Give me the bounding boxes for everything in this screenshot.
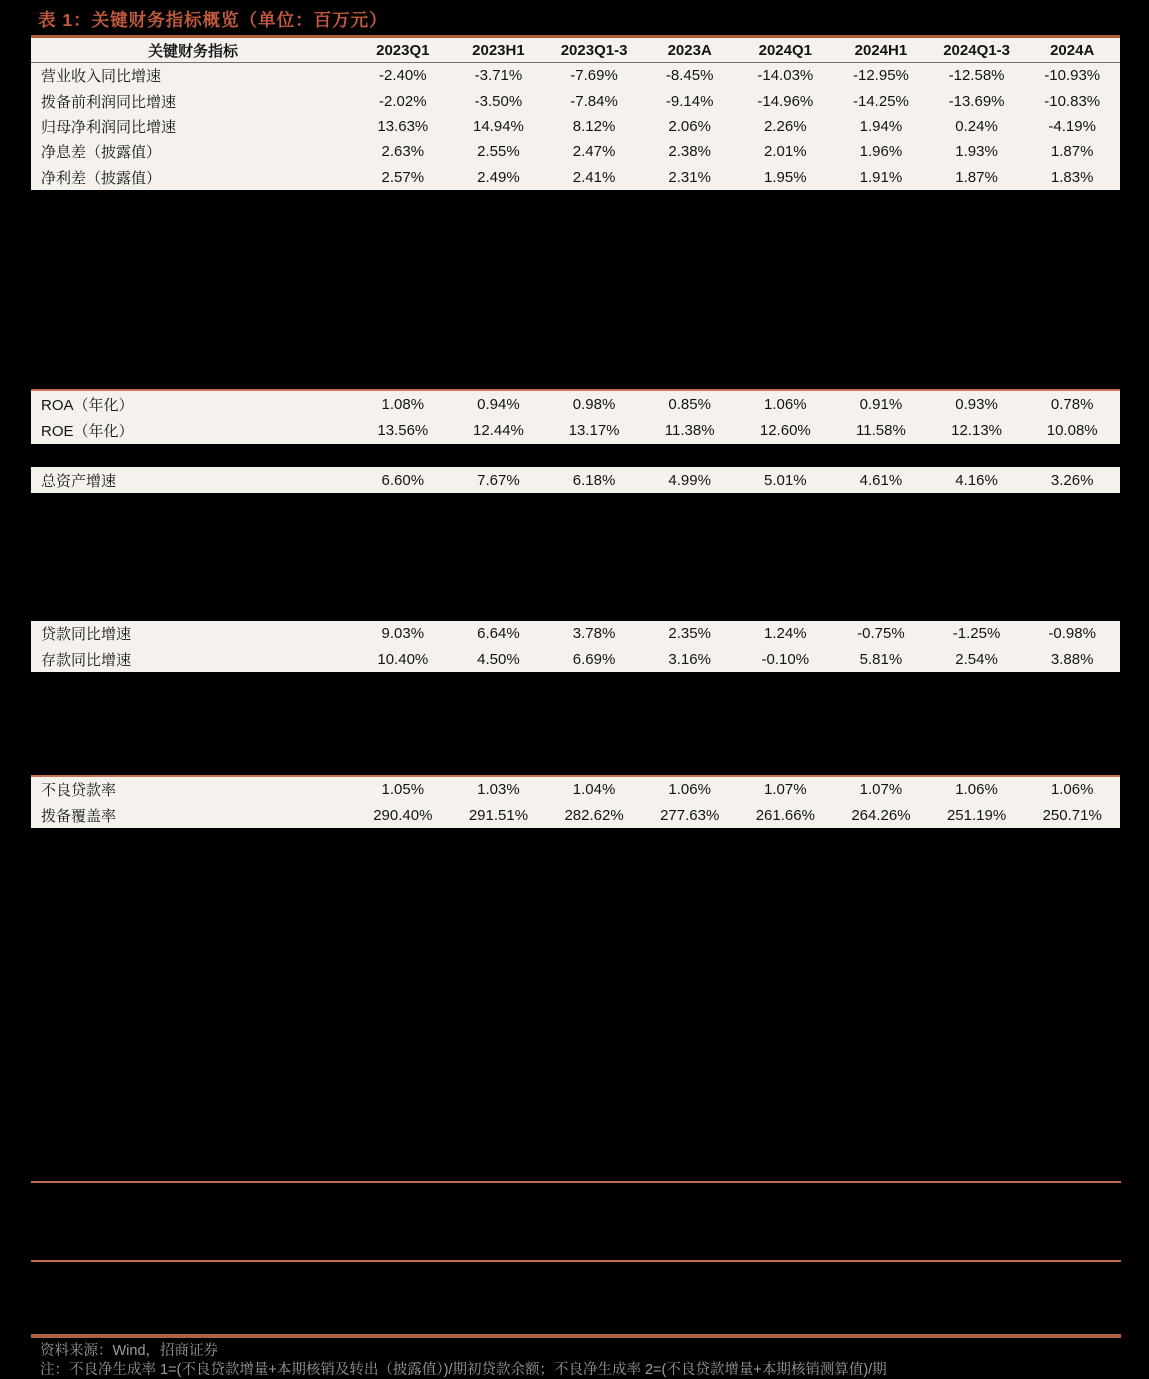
header-period-5: 2024Q1 bbox=[758, 41, 812, 59]
cell-value: 12.60% bbox=[759, 422, 811, 440]
cell-value: 3.78% bbox=[572, 625, 616, 643]
cell-value: -10.83% bbox=[1044, 92, 1101, 110]
cell-value: 1.03% bbox=[477, 781, 520, 799]
cell-value: 0.93% bbox=[955, 395, 998, 413]
table-fragment-main bbox=[31, 35, 1120, 190]
table-row bbox=[31, 621, 1120, 647]
table-fragment-returns bbox=[31, 389, 1120, 444]
calculation-note: 注：不良净生成率 1=(不良贷款增量+本期核销及转出（披露值）)/期初贷款余额；不良净生成率 2=(不良贷款增量+本期核销测算值)/期 bbox=[40, 1362, 887, 1378]
cell-value: -13.69% bbox=[948, 92, 1005, 110]
cell-value: -9.14% bbox=[665, 92, 714, 110]
row-label: 营业收入同比增速 bbox=[41, 68, 162, 86]
table-header-row bbox=[31, 38, 1120, 63]
cell-value: 1.96% bbox=[859, 143, 903, 161]
cell-value: 4.61% bbox=[859, 471, 903, 489]
cell-value: 2.54% bbox=[955, 650, 998, 668]
cell-value: 4.99% bbox=[668, 471, 711, 489]
cell-value: 1.24% bbox=[764, 625, 807, 643]
cell-value: 2.06% bbox=[668, 117, 711, 135]
cell-value: -3.50% bbox=[474, 92, 523, 110]
cell-value: 1.93% bbox=[955, 143, 998, 161]
cell-value: -12.58% bbox=[948, 67, 1005, 85]
table-row bbox=[31, 647, 1120, 673]
cell-value: -14.96% bbox=[757, 92, 814, 110]
cell-value: 14.94% bbox=[473, 117, 524, 135]
cell-value: 1.87% bbox=[1050, 143, 1094, 161]
cell-value: 2.55% bbox=[477, 143, 520, 161]
cell-value: -14.03% bbox=[757, 67, 814, 85]
table-fragment-total-assets bbox=[31, 467, 1120, 493]
cell-value: 3.26% bbox=[1050, 471, 1094, 489]
row-label: 存款同比增速 bbox=[41, 651, 132, 669]
header-period-1: 2023Q1 bbox=[376, 41, 430, 59]
row-label: 拨备覆盖率 bbox=[41, 807, 117, 825]
horizontal-rule-lower bbox=[31, 1260, 1121, 1262]
cell-value: 11.58% bbox=[856, 422, 906, 440]
cell-value: 1.95% bbox=[764, 168, 807, 186]
row-label: 拨备前利润同比增速 bbox=[41, 93, 177, 111]
header-indicator-label: 关键财务指标 bbox=[147, 42, 238, 60]
row-label: 净息差（披露值） bbox=[41, 144, 162, 162]
cell-value: 1.08% bbox=[381, 395, 425, 413]
cell-value: 1.06% bbox=[764, 395, 807, 413]
cell-value: 0.24% bbox=[955, 117, 998, 135]
table-row bbox=[31, 467, 1120, 493]
cell-value: 0.78% bbox=[1050, 395, 1094, 413]
cell-value: 251.19% bbox=[946, 806, 1007, 824]
cell-value: -3.71% bbox=[474, 67, 523, 85]
cell-value: 3.16% bbox=[668, 650, 711, 668]
cell-value: 5.81% bbox=[859, 650, 903, 668]
cell-value: -2.40% bbox=[379, 67, 427, 85]
cell-value: 6.69% bbox=[572, 650, 616, 668]
cell-value: 2.49% bbox=[477, 168, 520, 186]
row-label: ROE（年化） bbox=[41, 423, 134, 441]
cell-value: 2.38% bbox=[668, 143, 711, 161]
cell-value: -2.02% bbox=[379, 92, 427, 110]
cell-value: 282.62% bbox=[564, 806, 624, 824]
header-period-6: 2024H1 bbox=[854, 41, 908, 59]
cell-value: 2.47% bbox=[572, 143, 616, 161]
table-section-loans-deposits bbox=[31, 621, 1120, 672]
cell-value: 1.04% bbox=[572, 781, 616, 799]
header-period-4: 2023A bbox=[667, 41, 712, 59]
table-title: 表 1：关键财务指标概览（单位：百万元） bbox=[38, 10, 388, 30]
row-label: 归母净利润同比增速 bbox=[41, 118, 177, 136]
row-label: 不良贷款率 bbox=[41, 782, 117, 800]
table-row bbox=[31, 803, 1120, 829]
cell-value: 1.06% bbox=[1050, 781, 1094, 799]
cell-value: 6.18% bbox=[572, 471, 616, 489]
cell-value: 2.41% bbox=[572, 168, 616, 186]
cell-value: 6.60% bbox=[381, 471, 425, 489]
cell-value: 2.35% bbox=[668, 625, 711, 643]
table-fragment-loans-deposits bbox=[31, 621, 1120, 672]
table-section-asset-quality bbox=[31, 777, 1120, 828]
table-section-total-assets bbox=[31, 467, 1120, 493]
cell-value: 12.44% bbox=[473, 422, 524, 440]
cell-value: 10.08% bbox=[1046, 422, 1098, 440]
cell-value: 264.26% bbox=[851, 806, 911, 824]
row-label: 净利差（披露值） bbox=[41, 169, 162, 187]
table-row bbox=[31, 139, 1120, 164]
cell-value: 9.03% bbox=[381, 625, 425, 643]
cell-value: 1.06% bbox=[668, 781, 711, 799]
header-period-8: 2024A bbox=[1050, 41, 1095, 59]
cell-value: 1.06% bbox=[955, 781, 998, 799]
table-row bbox=[31, 88, 1120, 113]
cell-value: 1.07% bbox=[859, 781, 903, 799]
header-period-7: 2024Q1-3 bbox=[943, 41, 1010, 59]
table-row bbox=[31, 165, 1120, 190]
cell-value: 2.57% bbox=[381, 168, 425, 186]
table-row bbox=[31, 391, 1120, 418]
cell-value: -10.93% bbox=[1044, 67, 1101, 85]
table-section-growth-and-margins bbox=[31, 63, 1120, 190]
cell-value: 7.67% bbox=[477, 471, 520, 489]
cell-value: 291.51% bbox=[468, 806, 529, 824]
cell-value: 2.26% bbox=[764, 117, 807, 135]
header-period-3: 2023Q1-3 bbox=[560, 41, 628, 59]
cell-value: -12.95% bbox=[853, 67, 909, 85]
cell-value: 261.66% bbox=[755, 806, 815, 824]
header-period-2: 2023H1 bbox=[472, 41, 525, 59]
table-row bbox=[31, 63, 1120, 88]
table-section-returns bbox=[31, 391, 1120, 444]
cell-value: 277.63% bbox=[660, 806, 720, 824]
cell-value: 5.01% bbox=[764, 471, 807, 489]
row-label: 总资产增速 bbox=[41, 472, 117, 490]
cell-value: 8.12% bbox=[572, 117, 616, 135]
cell-value: 2.63% bbox=[381, 143, 425, 161]
cell-value: 1.05% bbox=[381, 781, 425, 799]
cell-value: -7.84% bbox=[570, 92, 618, 110]
cell-value: 4.50% bbox=[477, 650, 520, 668]
cell-value: 1.87% bbox=[955, 168, 998, 186]
cell-value: 13.17% bbox=[568, 422, 620, 440]
table-row bbox=[31, 114, 1120, 139]
footer-divider-rule bbox=[31, 1334, 1121, 1338]
table-fragment-asset-quality bbox=[31, 775, 1120, 828]
cell-value: 4.16% bbox=[955, 471, 998, 489]
cell-value: -7.69% bbox=[570, 67, 618, 85]
cell-value: 13.63% bbox=[377, 117, 429, 135]
cell-value: -4.19% bbox=[1048, 117, 1096, 135]
cell-value: 12.13% bbox=[951, 422, 1002, 440]
cell-value: 6.64% bbox=[477, 625, 520, 643]
cell-value: 1.91% bbox=[859, 168, 903, 186]
source-note: 资料来源：Wind，招商证券 bbox=[40, 1343, 219, 1359]
table-row bbox=[31, 418, 1120, 445]
cell-value: 2.01% bbox=[764, 143, 807, 161]
cell-value: -14.25% bbox=[853, 92, 909, 110]
cell-value: 13.56% bbox=[377, 422, 429, 440]
cell-value: -0.98% bbox=[1048, 625, 1096, 643]
cell-value: 250.71% bbox=[1042, 806, 1102, 824]
cell-value: -8.45% bbox=[665, 67, 714, 85]
row-label: ROA（年化） bbox=[41, 396, 134, 414]
table-row bbox=[31, 777, 1120, 803]
row-label: 贷款同比增速 bbox=[41, 626, 132, 644]
cell-value: 1.07% bbox=[764, 781, 807, 799]
cell-value: -0.75% bbox=[857, 625, 905, 643]
cell-value: 1.83% bbox=[1050, 168, 1094, 186]
cell-value: 290.40% bbox=[373, 806, 433, 824]
cell-value: 11.38% bbox=[664, 422, 715, 440]
cell-value: 10.40% bbox=[377, 650, 429, 668]
cell-value: -0.10% bbox=[761, 650, 810, 668]
cell-value: 0.91% bbox=[859, 395, 903, 413]
horizontal-rule-upper bbox=[31, 1181, 1121, 1183]
cell-value: 2.31% bbox=[668, 168, 711, 186]
cell-value: 0.85% bbox=[668, 395, 711, 413]
cell-value: 0.94% bbox=[477, 395, 520, 413]
cell-value: 3.88% bbox=[1050, 650, 1094, 668]
cell-value: -1.25% bbox=[952, 625, 1001, 643]
cell-value: 1.94% bbox=[859, 117, 903, 135]
cell-value: 0.98% bbox=[572, 395, 616, 413]
